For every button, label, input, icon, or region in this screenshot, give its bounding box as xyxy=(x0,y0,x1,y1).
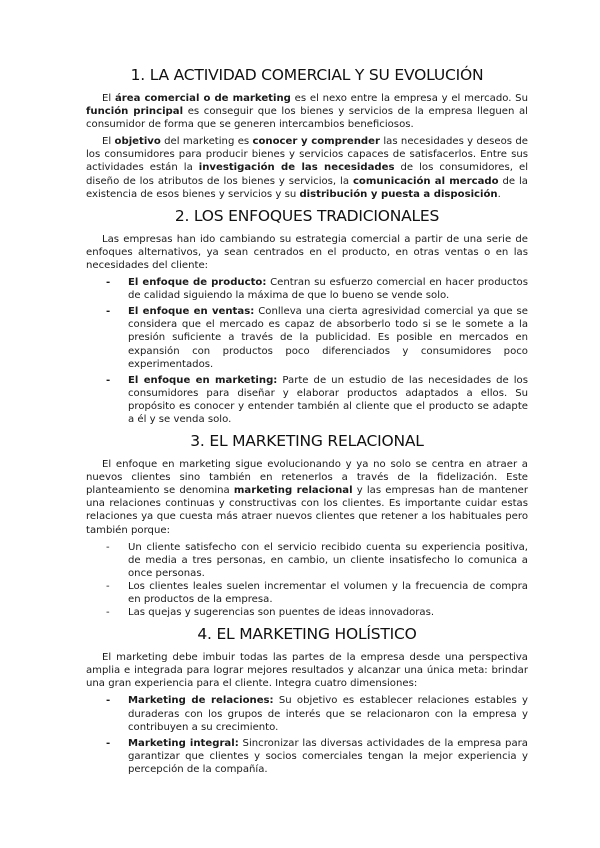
list-item-text: Conlleva una cierta agresividad comercial ya que se considera que el mercado es capaz de absorberlo todo si se le somete a la presión suficiente a través de la publicidad. Es posible en mercados en expansión con productos poco diferenciados y consumidores poco experimentados. xyxy=(128,306,529,370)
list-item xyxy=(106,737,528,776)
section-4-intro: El marketing debe imbuir todas las partes de la empresa desde una perspectiva amplia e integrada para lograr mejores resultados y alcanzar una única meta: brindar una gran experiencia para el cliente. Integra cuatro dimensiones: xyxy=(86,652,528,690)
list-item xyxy=(106,305,528,370)
section-3-paragraph-1 xyxy=(86,458,528,537)
section-3-title: 3. EL MARKETING RELACIONAL xyxy=(190,432,424,451)
section-4-title: 4. EL MARKETING HOLÍSTICO xyxy=(197,625,417,644)
bold-term: investigación de las necesidades xyxy=(198,162,395,174)
list-item-text: Parte de un estudio de las necesidades de los consumidores para diseñar y elaborar productos adaptados a ellos. Su propósito es conocer y entender también al cliente que el producto se adapte a él y se venda solo. xyxy=(128,374,528,425)
bullet-dash: - xyxy=(106,580,110,592)
text-run: El xyxy=(102,136,115,148)
section-2-list xyxy=(86,276,528,426)
list-item xyxy=(106,374,528,426)
list-item xyxy=(106,606,528,619)
bullet-dash: - xyxy=(106,374,111,386)
text-run: es el nexo entre la empresa y el mercado. Su xyxy=(290,93,528,104)
text-run: las necesidades y deseos de los consumidores para producir bienes y servicios capaces de satisfacerlos. Entre sus actividades están la xyxy=(86,136,528,174)
section-1-title: 1. LA ACTIVIDAD COMERCIAL Y SU EVOLUCIÓN xyxy=(130,66,484,84)
bold-term: conocer y comprender xyxy=(252,136,380,148)
bold-term: distribución y puesta a disposición xyxy=(299,188,498,200)
list-item-text: Sincronizar las diversas actividades de la empresa para garantizar que clientes y socios comerciales tengan la mejor experiencia y percepción de la compañía. xyxy=(128,737,528,775)
list-item xyxy=(106,580,528,606)
bold-term: función principal xyxy=(86,106,184,118)
list-item-text: Su objetivo es establecer relaciones estables y duraderas con los grupos de interés que se relacionaron con la empresa y contribuyen a su crecimiento. xyxy=(128,695,528,733)
bullet-dash: - xyxy=(106,541,110,553)
list-item-text: Un cliente satisfecho con el servicio recibido cuenta su experiencia positiva, de media a tres personas, en cambio, un cliente insatisfecho lo comunica a once personas. xyxy=(128,541,528,579)
list-item-text: Los clientes leales suelen incrementar el volumen y la frecuencia de compra en productos de la empresa. xyxy=(128,580,528,605)
list-item xyxy=(106,276,528,302)
text-run: de los consumidores, el diseño de los atributos de los bienes y servicios, la xyxy=(86,162,528,187)
bullet-dash: - xyxy=(106,695,111,707)
bold-term: Marketing integral: xyxy=(128,737,239,749)
section-2-intro: Las empresas han ido cambiando su estrategia comercial a partir de una serie de enfoques alternativos, ya sean centrados en el producto, en otras ventas o en las necesidades del cliente: xyxy=(86,233,528,271)
bold-term: objetivo xyxy=(114,136,161,148)
bullet-dash: - xyxy=(106,607,110,619)
text-run: y las empresas han de mantener una relaciones continuas y constructivas con los clientes. Es importante cuidar estas relaciones ya que cuesta más atraer nuevos clientes que retener a los habituales pero también porque: xyxy=(86,485,528,536)
bullet-dash: - xyxy=(106,306,111,318)
text-run: El enfoque en marketing sigue evolucionando y ya no solo se centra en atraer a nuevos clientes sino también en retenerlos a través de la fidelización. Este planteamiento se denomina xyxy=(86,459,528,497)
bold-term: El enfoque en ventas: xyxy=(128,306,255,318)
bullet-dash: - xyxy=(106,277,111,289)
section-3-list xyxy=(86,541,528,620)
list-item-text: Las quejas y sugerencias son puentes de ideas innovadoras. xyxy=(128,607,435,619)
list-item xyxy=(106,694,528,733)
bullet-dash: - xyxy=(106,737,111,749)
section-1-paragraph-1 xyxy=(86,92,528,131)
section-1-paragraph-2 xyxy=(86,135,528,200)
section-4-list xyxy=(86,694,528,776)
list-item xyxy=(106,541,528,580)
text-run: El xyxy=(102,93,115,104)
text-run: es conseguir que los bienes y servicios de la empresa lleguen al consumidor de forma que se generen intercambios beneficiosos. xyxy=(86,106,528,131)
text-run: del marketing es xyxy=(160,136,253,148)
section-2-title: 2. LOS ENFOQUES TRADICIONALES xyxy=(174,206,440,225)
bold-term: comunicación al mercado xyxy=(352,175,499,187)
text-run: de la existencia de esos bienes y servicios y su xyxy=(86,175,528,200)
bold-term: área comercial o de marketing xyxy=(114,93,291,104)
text-run: . xyxy=(497,188,501,200)
bold-term: Marketing de relaciones: xyxy=(128,695,274,707)
list-item-text: Centran su esfuerzo comercial en hacer productos de calidad siguiendo la máxima de que lo bueno se vende solo. xyxy=(128,277,528,302)
bold-term: El enfoque de producto: xyxy=(128,277,267,289)
bold-term: marketing relacional xyxy=(233,485,353,497)
bold-term: El enfoque en marketing: xyxy=(128,374,278,386)
